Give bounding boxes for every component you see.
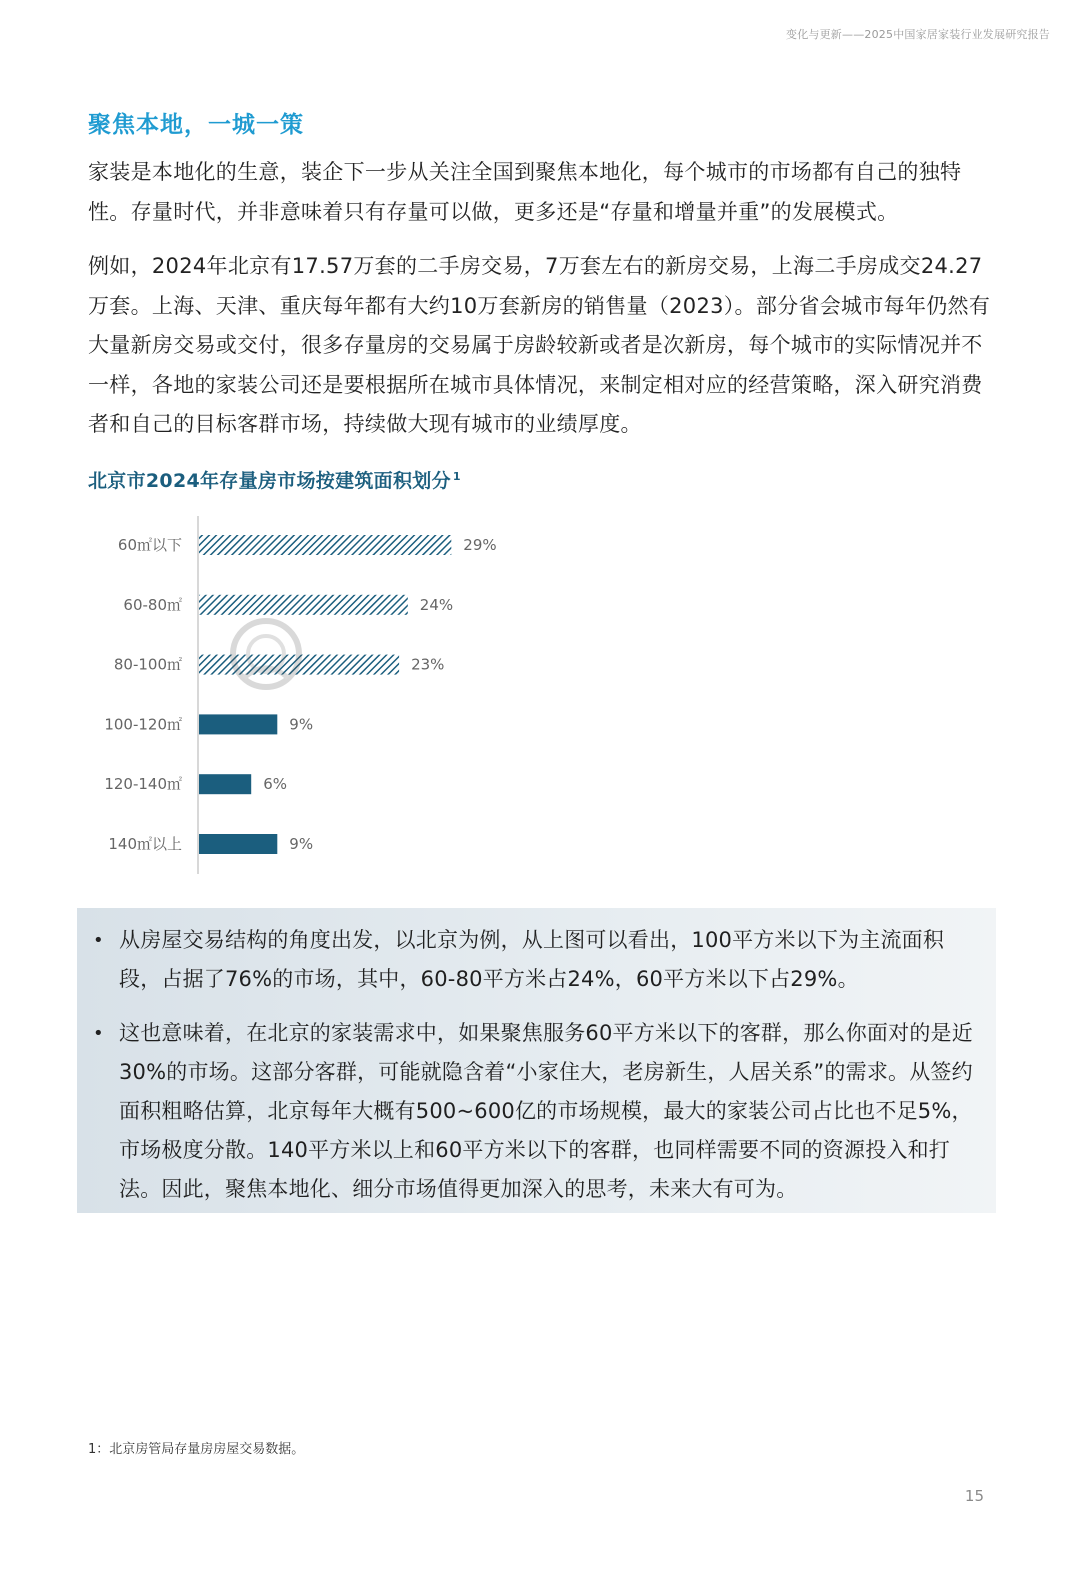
bullet-text: 从房屋交易结构的角度出发，以北京为例，从上图可以看出，100平方米以下为主流面积段，占据了76%的市场，其中，60-80平方米占24%，60平方米以下占29%。 <box>119 928 945 991</box>
category-label: 60㎡以下 <box>117 536 182 554</box>
category-label: 120-140㎡ <box>104 775 182 794</box>
chart-title-text: 北京市2024年存量房市场按建筑面积划分 <box>88 470 451 492</box>
value-label: 24% <box>419 595 454 614</box>
page-number: 15 <box>964 1487 984 1505</box>
category-label: 140㎡以上 <box>108 835 182 853</box>
section-heading: 聚焦本地，一城一策 <box>88 112 304 138</box>
value-label: 29% <box>463 536 497 554</box>
bar-2 <box>199 595 408 615</box>
category-label: 60-80㎡ <box>123 595 182 614</box>
category-label: 100-120㎡ <box>104 715 182 734</box>
list-item <box>93 921 983 999</box>
summary-list <box>93 921 983 1224</box>
value-label: 9% <box>289 715 314 734</box>
bar-chart <box>0 510 600 880</box>
body-paragraph: 家装是本地化的生意，装企下一步从关注全国到聚焦本地化，每个城市的市场都有自己的独特性。存量时代，并非意味着只有存量可以做，更多还是“存量和增量并重”的发展模式。 <box>88 160 962 224</box>
bar-5 <box>199 774 251 794</box>
bullet-text: 这也意味着，在北京的家装需求中，如果聚焦服务60平方米以下的客群，那么你面对的是近30%的市场。这部分客群，可能就隐含着“小家住大，老房新生，人居关系”的需求。从签约面积粗略估算，北京每年大概有500~600亿的市场规模，最大的家装公司占比也不足5%，市场极度分散。140平方米以上和60平方米以下的客群，也同样需要不同的资源投入和打法。因此，聚焦本地化、细分市场值得更加深入的思考，未来大有可为。 <box>119 1021 973 1201</box>
footnote-marker: 1 <box>452 469 461 483</box>
list-item <box>93 1014 983 1209</box>
running-header: 变化与更新——2025中国家居家装行业发展研究报告 <box>786 28 1050 41</box>
category-label: 80-100㎡ <box>113 655 182 674</box>
body-paragraph: 例如，2024年北京有17.57万套的二手房交易，7万套左右的新房交易，上海二手房成交24.27万套。上海、天津、重庆每年都有大约10万套新房的销售量（2023）。部分省会城市每年仍然有大量新房交易或交付，很多存量房的交易属于房龄较新或者是次新房，每个城市的实际情况并不一样，各地的家装公司还是要根据所在城市具体情况，来制定相对应的经营策略，深入研究消费者和自己的目标客群市场，持续做大现有城市的业绩厚度。 <box>88 254 991 436</box>
value-label: 9% <box>289 835 314 853</box>
value-label: 23% <box>411 655 445 674</box>
chart-title <box>88 466 461 493</box>
bar-1 <box>199 535 451 555</box>
bullet-icon: • <box>93 930 104 951</box>
watermark-logo <box>224 618 308 694</box>
bar-4 <box>199 714 277 734</box>
bullet-icon: • <box>93 1023 104 1044</box>
summary-box <box>77 908 996 1213</box>
footnote: 1：北京房管局存量房房屋交易数据。 <box>88 1442 305 1457</box>
value-label: 6% <box>263 775 287 794</box>
bar-6 <box>199 834 277 854</box>
